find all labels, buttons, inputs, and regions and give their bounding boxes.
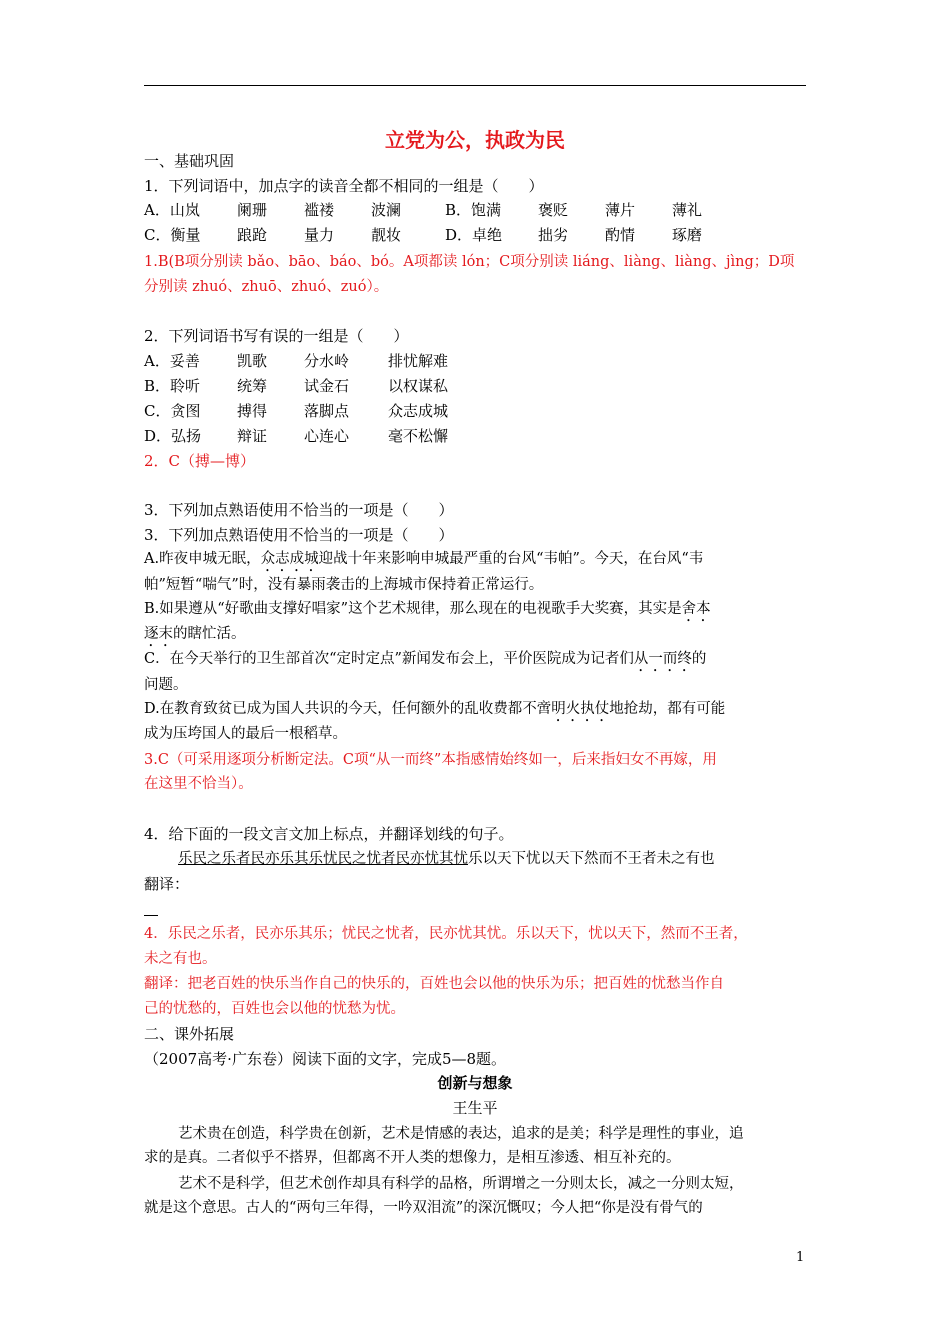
q1-d-3: 酌情 xyxy=(605,226,636,244)
q3-option-d-line2: 成为压垮国人的最后一根稻草。 xyxy=(144,726,347,742)
section-extension: 二、课外拓展 xyxy=(144,1025,235,1043)
q4-stem: 4．给下面的一段文言文加上标点，并翻译划线的句子。 xyxy=(144,825,514,843)
q2-opt-cell: 众志成城 xyxy=(388,402,449,420)
q3-b-text: B.如果遵从“好歌曲支撑好唱家”这个艺术规律，那么现在的电视歌手大奖赛，其实是 xyxy=(144,601,682,617)
reading-instruction: （2007高考·广东卷）阅读下面的文字，完成5—8题。 xyxy=(144,1050,507,1068)
q2-answer: 2．C（搏—博） xyxy=(144,452,256,470)
q2-opt-cell: 排忧解难 xyxy=(388,352,449,370)
q3-option-a-line1 xyxy=(144,550,703,575)
q2-opt-cell: B．聆听 xyxy=(144,377,201,395)
q2-opt-cell: 搏得 xyxy=(237,402,268,420)
q1-a-4: 波澜 xyxy=(371,201,402,219)
q1-answer-line2: 分别读 zhuó、zhuō、zhuó、zuó）。 xyxy=(144,279,389,295)
article-p2-line1: 艺术不是科学，但艺术创作却具有科学的品格，所谓增之一分则太长，减之一分则太短， xyxy=(178,1176,744,1192)
q3-option-b-line2 xyxy=(144,625,246,650)
q4-text-rest: 乐以天下忧以天下然而不王者未之有也 xyxy=(468,851,715,867)
q1-c-3: 量力 xyxy=(304,226,335,244)
q3-b-idiom-end: 逐末 xyxy=(144,626,173,642)
article-p2-line2: 就是这个意思。古人的“两句三年得，一吟双泪流”的深沉慨叹；今人把“你是没有骨气的 xyxy=(144,1200,703,1216)
page-number: 1 xyxy=(796,1250,805,1265)
q3-c-text-rest: 的 xyxy=(691,651,707,667)
q1-answer-line1: 1.B(B项分别读 bǎo、bāo、báo、bó。A项都读 lón；C项分别读 liáng、liàng、liàng、jìng；D项 xyxy=(144,254,795,270)
q2-opt-cell: A．妥善 xyxy=(144,352,200,370)
q2-opt-cell: 统筹 xyxy=(237,377,268,395)
q3-option-c-line2: 问题。 xyxy=(144,677,188,693)
q3-stem-repeat: 3．下列加点熟语使用不恰当的一项是（ ） xyxy=(144,526,454,544)
q2-opt-cell: 分水岭 xyxy=(304,352,350,370)
q2-opt-cell: 辩证 xyxy=(237,427,268,445)
q2-opt-cell: 心连心 xyxy=(304,427,350,445)
q4-underlined-sentence: 乐民之乐者民亦乐其乐忧民之忧者民亦忧其忧 xyxy=(178,851,468,867)
article-author: 王生平 xyxy=(452,1099,498,1117)
q1-a-1: A．山岚 xyxy=(144,201,200,219)
section-basics: 一、基础巩固 xyxy=(144,152,235,170)
q2-opt-cell: 落脚点 xyxy=(304,402,350,420)
q3-answer-line2: 在这里不恰当）。 xyxy=(144,776,253,792)
q3-stem: 3．下列加点熟语使用不恰当的一项是（ ） xyxy=(144,501,454,519)
q4-answer-line1: 4．乐民之乐者，民亦乐其乐；忧民之忧者，民亦忧其忧。乐以天下，忧以天下，然而不王者， xyxy=(144,926,748,942)
q2-opt-cell: D．弘扬 xyxy=(144,427,202,445)
q1-d-2: 拙劣 xyxy=(538,226,569,244)
q3-b-idiom: 舍本 xyxy=(681,601,711,617)
q1-c-1: C．衡量 xyxy=(144,226,201,244)
q1-stem: 1．下列词语中，加点字的读音全都不相同的一组是（ ） xyxy=(144,177,544,195)
q3-d-text: D.在教育致贫已成为国人共识的今天，任何额外的乱收费都不啻 xyxy=(144,701,552,717)
q3-a-idiom: 众志成城 xyxy=(260,551,319,567)
q1-a-3: 褴褛 xyxy=(304,201,335,219)
q3-option-c-line1 xyxy=(144,650,706,675)
q1-d-4: 琢磨 xyxy=(672,226,703,244)
q2-opt-cell: 以权谋私 xyxy=(388,377,449,395)
q1-b-1: B．饱满 xyxy=(445,201,502,219)
q3-c-idiom: 从一而终 xyxy=(633,651,692,667)
q1-a-2: 阑珊 xyxy=(237,201,268,219)
q3-a-text: A.昨夜申城无眠， xyxy=(144,551,261,567)
header-rule xyxy=(144,85,806,86)
q1-b-3: 薄片 xyxy=(605,201,636,219)
q3-answer-line1: 3.C（可采用逐项分析断定法。C项“从一而终”本指感情始终如一，后来指妇女不再嫁，用 xyxy=(144,752,717,768)
q4-translate-label: 翻译： xyxy=(144,875,190,893)
q2-opt-cell: 试金石 xyxy=(304,377,350,395)
q4-answer-line3: 翻译：把老百姓的快乐当作自己的快乐的，百姓也会以他的快乐为乐；把百姓的忧愁当作自 xyxy=(144,976,724,992)
article-title: 创新与想象 xyxy=(437,1074,513,1092)
q1-c-2: 踉跄 xyxy=(237,226,268,244)
q3-option-d-line1 xyxy=(144,700,725,725)
q3-c-text: C．在今天举行的卫生部首次“定时定点”新闻发布会上，平价医院成为记者们 xyxy=(144,651,634,667)
answer-blank-line xyxy=(144,915,158,916)
q4-classical-text xyxy=(178,850,715,868)
q3-d-idiom: 明火执仗 xyxy=(551,701,610,717)
q3-a-text-rest: 迎战十年来影响申城最严重的台风“韦帕”。今天，在台风“韦 xyxy=(318,551,704,567)
q4-answer-line4: 己的忧愁的，百姓也会以他的忧愁为忧。 xyxy=(144,1001,405,1017)
q2-opt-cell: C．贪图 xyxy=(144,402,201,420)
q1-c-4: 靓妆 xyxy=(371,226,402,244)
q3-d-text-rest: 地抢劫，都有可能 xyxy=(609,701,726,717)
q3-option-b-line1 xyxy=(144,600,711,625)
q1-d-1: D．卓绝 xyxy=(445,226,503,244)
q3-b-text-rest: 的瞎忙活。 xyxy=(173,626,246,642)
q3-option-a-line2: 帕”短暂“喘气”时，没有暴雨袭击的上海城市保持着正常运行。 xyxy=(144,577,544,593)
q1-b-2: 褒贬 xyxy=(538,201,569,219)
q2-opt-cell: 毫不松懈 xyxy=(388,427,449,445)
q1-b-4: 薄礼 xyxy=(672,201,703,219)
article-p1-line2: 求的是真。二者似乎不搭界，但都离不开人类的想像力，是相互渗透、相互补充的。 xyxy=(144,1150,681,1166)
q4-answer-line2: 未之有也。 xyxy=(144,951,217,967)
q2-stem: 2．下列词语书写有误的一组是（ ） xyxy=(144,327,409,345)
q2-opt-cell: 凯歌 xyxy=(237,352,268,370)
article-p1-line1: 艺术贵在创造，科学贵在创新，艺术是情感的表达，追求的是美；科学是理性的事业，追 xyxy=(178,1126,744,1142)
page-title: 立党为公，执政为民 xyxy=(385,128,565,152)
